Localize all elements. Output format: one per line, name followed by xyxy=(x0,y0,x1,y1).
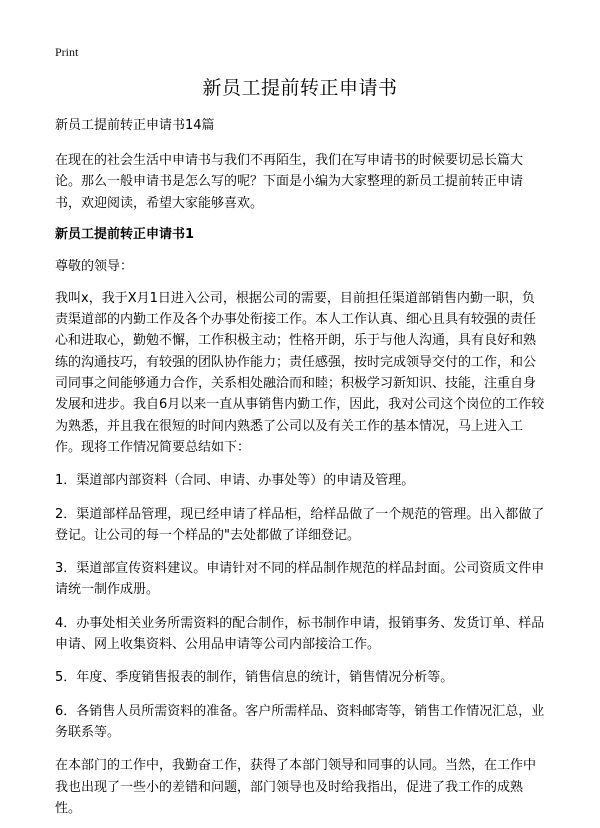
print-link[interactable]: Print xyxy=(55,45,79,59)
list-item: 1．渠道部内部资料（合同、申请、办事处等）的申请及管理。 xyxy=(55,473,415,489)
body-paragraph: 我叫x，我于X月1日进入公司，根据公司的需要，目前担任渠道部销售内勤一职，负责渠道部的内勤工作及各个办事处衔接工作。本人工作认真、细心且具有较强的责任心和进取心，勤勉不懈，工作积极主动；性格开朗，乐于与他人沟通，具有良好和熟练的沟通技巧，有较强的团队协作能力；责任感强，按时完成领导交付的工作，和公司同事之间能够通力合作，关系相处融洽而和睦；积极学习新知识、技能，注重自身发展和进步。我自6月以来一直从事销售内勤工作，因此，我对公司这个岗位的工作较为熟悉，并且我在很短的时间内熟悉了公司以及有关工作的基本情况，马上进入工作。现将工作情况简要总结如下： xyxy=(55,290,545,455)
list-item: 6．各销售人员所需资料的准备。客户所需样品、资料邮寄等，销售工作情况汇总，业务联系等。 xyxy=(55,703,545,740)
list-item: 5．年度、季度销售报表的制作，销售信息的统计，销售情况分析等。 xyxy=(55,670,454,686)
document-title: 新员工提前转正申请书 xyxy=(202,77,398,99)
closing-paragraph: 在本部门的工作中，我勤奋工作，获得了本部门领导和同事的认同。当然，在工作中我也出现了一些小的差错和问题，部门领导也及时给我指出，促进了我工作的成熟性。 xyxy=(55,758,537,816)
list-item: 4．办事处相关业务所需资料的配合制作，标书制作申请，报销事务、发货订单、样品申请、网上收集资料、公用品申请等公司内部接洽工作。 xyxy=(55,615,545,653)
list-item: 2．渠道部样品管理，现已经申请了样品柜，给样品做了一个规范的管理。出入都做了登记。让公司的每一个样品的"去处都做了详细登记。 xyxy=(55,506,545,543)
salutation: 尊敬的领导： xyxy=(55,258,134,274)
section-heading: 新员工提前转正申请书1 xyxy=(55,226,195,242)
document-subtitle: 新员工提前转正申请书14篇 xyxy=(55,118,215,133)
intro-paragraph: 在现在的社会生活中申请书与我们不再陌生，我们在写申请书的时候要切忌长篇大论。那么一般申请书是怎么写的呢？下面是小编为大家整理的新员工提前转正申请书，欢迎阅读，希望大家能够喜欢。 xyxy=(55,153,524,211)
list-item: 3．渠道部宣传资料建议。申请针对不同的样品制作规范的样品封面。公司资质文件申请统一制作成册。 xyxy=(55,561,545,598)
